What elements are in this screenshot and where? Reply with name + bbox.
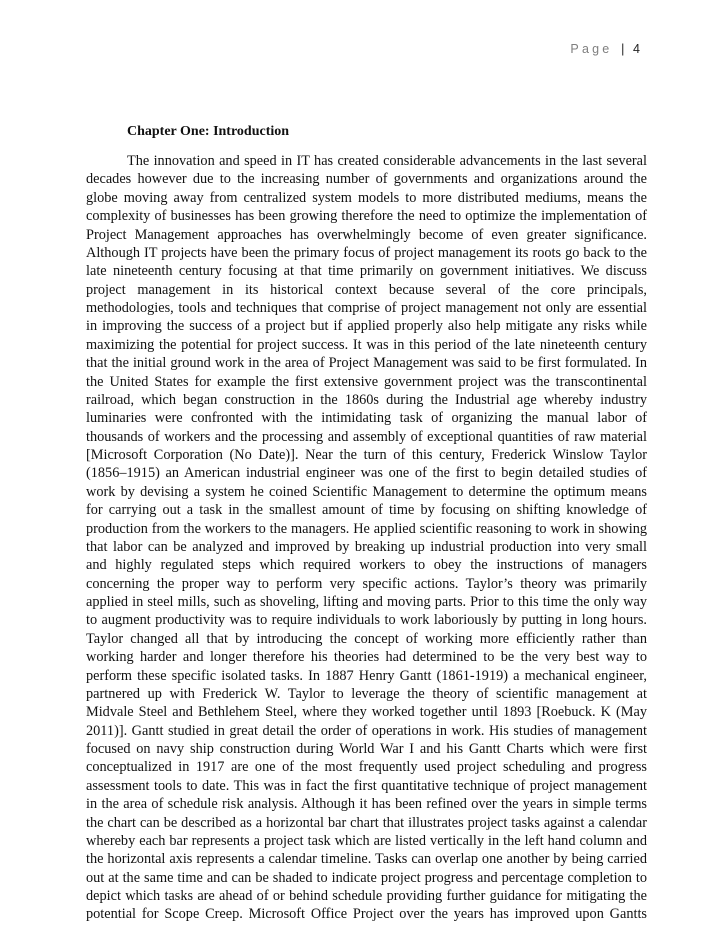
paragraph-line: complexity of businesses has been growing therefore the need to optimize the implementation of (86, 208, 647, 225)
page-separator: | (621, 42, 625, 56)
paragraph-line: Although IT projects have been the primary focus of project management its roots go back to the (86, 244, 647, 261)
paragraph-line: The innovation and speed in IT has created considerable advancements in the last several (127, 153, 647, 169)
paragraph-line: decades however due to the increasing number of governments and organizations around the (86, 171, 647, 188)
paragraph-line: that the initial ground work in the area of Project Management was said to be first formulated. In (86, 355, 647, 372)
page-header (570, 42, 640, 56)
paragraph-line: focused on navy ship construction during World War I and his Gantt Charts which were first (86, 741, 647, 757)
paragraph-line: the United States for example the first extensive government project was the transcontinental (86, 373, 647, 390)
paragraph-line: perform these specific isolated tasks. In 1887 Henry Gantt (1861-1919) a mechanical engineer, (86, 667, 647, 684)
paragraph-line: work by devising a system he coined Scientific Management to determine the optimum means (86, 483, 647, 500)
chapter-title: Chapter One: Introduction (127, 124, 290, 139)
paragraph-line: conceptualized in 1917 are one of the most frequently used project scheduling and progress (86, 759, 647, 776)
paragraph-line: in the area of schedule risk analysis. Although it has been refined over the years in simple terms (86, 796, 647, 813)
paragraph-line: working harder and longer therefore his theories had determined to be the very best way to (86, 649, 647, 666)
paragraph-line: railroad, which began construction in the 1860s during the Industrial age whereby industry (86, 391, 647, 408)
paragraph-line: whereby each bar represents a project task which are listed vertically in the left hand column and (86, 832, 647, 849)
paragraph-line: thousands of workers and the processing and assembly of exceptional quantities of raw material (86, 428, 647, 445)
page-label: Page (570, 42, 613, 56)
paragraph-line: project management in its historical context because several of the core principals, (86, 281, 647, 298)
paragraph-line: Project Management approaches has overwhelmingly become of even greater significance. (86, 226, 647, 243)
paragraph-line: the chart can be described as a horizontal bar chart that illustrates project tasks against a calendar (86, 814, 647, 831)
paragraph-line: and highly regulated steps which required workers to obey the instructions of managers (86, 557, 647, 574)
paragraph-line: the horizontal axis represents a calendar timeline. Tasks can overlap one another by being carried (86, 851, 647, 868)
page-number: 4 (633, 42, 640, 56)
paragraph-line: [Microsoft Corporation (No Date)]. Near the turn of this century, Frederick Winslow Taylor (86, 447, 647, 463)
paragraph-line: applied in steel mills, such as shoveling, lifting and moving parts. Prior to this time the only way (86, 594, 647, 610)
paragraph-line: that labor can be analyzed and improved by breaking up industrial production into very small (86, 538, 647, 555)
paragraph-line: luminaries were confronted with the intimidating task of organizing the manual labor of (86, 410, 647, 427)
paragraph-line: maximizing the potential for project success. It was in this period of the late nineteenth century (86, 336, 647, 353)
paragraph-line: late nineteenth century focusing at that time primarily on government initiatives. We discuss (86, 263, 647, 280)
paragraph-line: depict which tasks are ahead of or behind schedule providing further guidance for mitigating the (86, 888, 647, 904)
paragraph-line: concerning the proper way to perform very specific actions. Taylor’s theory was primarily (86, 575, 647, 592)
paragraph-line: partnered up with Frederick W. Taylor to leverage the theory of scientific management at (86, 685, 647, 702)
paragraph-line: potential for Scope Creep. Microsoft Office Project over the years has improved upon Gantts (86, 906, 647, 923)
paragraph-line: in improving the success of a project but if applied properly also help mitigate any risks while (86, 318, 647, 335)
paragraph-line: out at the same time and can be shaded to indicate project progress and percentage completion to (86, 869, 647, 886)
paragraph-line: 2011)]. Gantt studied in great detail the order of operations in work. His studies of management (86, 722, 647, 739)
paragraph-line: (1856–1915) an American industrial engineer was one of the first to begin detailed studies of (86, 465, 647, 482)
paragraph-line: Taylor changed all that by introducing the concept of working more efficiently rather than (86, 630, 647, 647)
paragraph-line: Midvale Steel and Bethlehem Steel, where they worked together until 1893 [Roebuck. K (May (86, 704, 647, 721)
paragraph-line: production from the workers to the managers. He applied scientific reasoning to work in showing (86, 520, 647, 537)
paragraph-line: for carrying out a task in the smallest amount of time by focusing on shifting knowledge of (86, 502, 647, 519)
paragraph-line: assessment tools to date. This was in fact the first quantitative technique of project management (86, 777, 647, 794)
body-paragraph (86, 152, 647, 924)
paragraph-line: methodologies, tools and techniques that comprise of project management not only are essential (86, 300, 647, 316)
paragraph-line: to augment productivity was to require individuals to work laboriously by putting in long hours. (86, 612, 647, 629)
paragraph-line: globe moving away from centralized system models to more distributed mediums, means the (86, 189, 647, 206)
